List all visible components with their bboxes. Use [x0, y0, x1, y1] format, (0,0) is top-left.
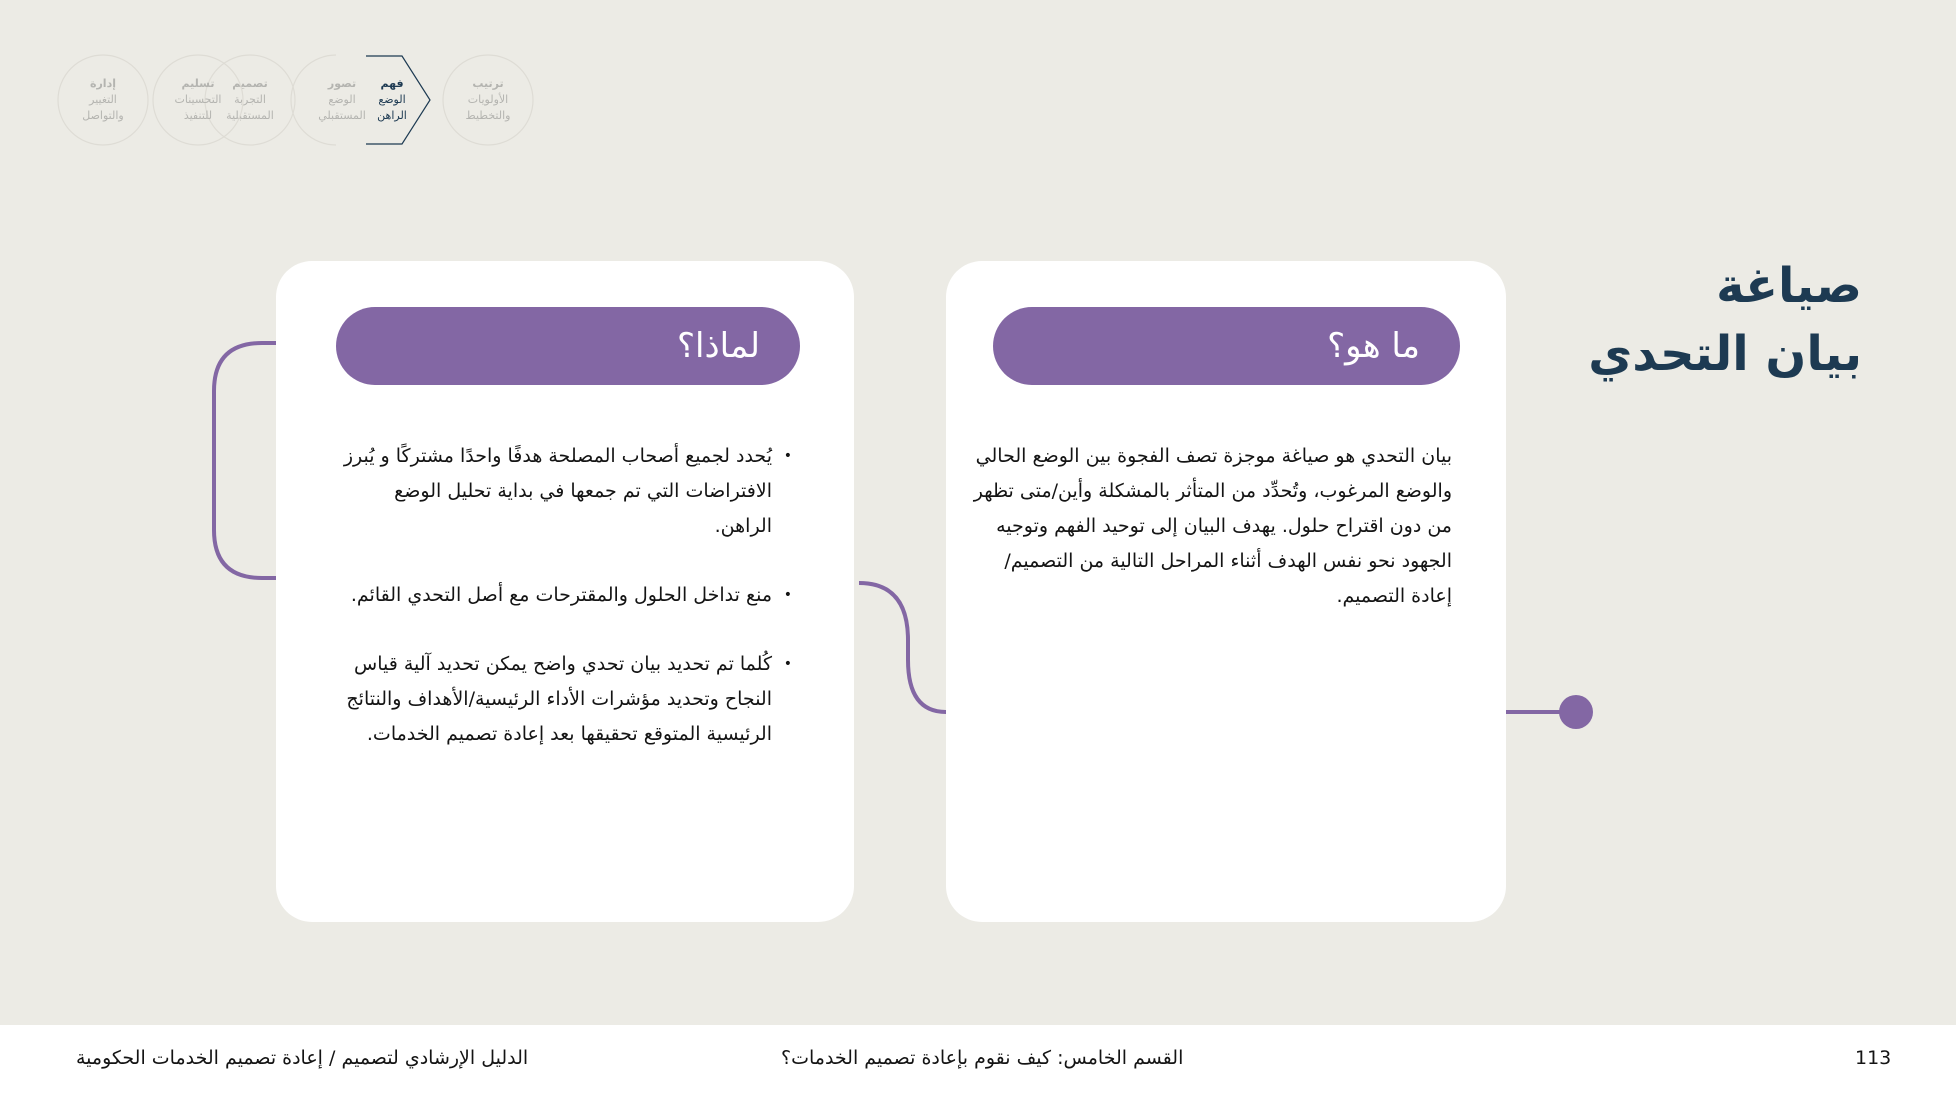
process-step-label: ترتيب الأولويات والتخطيط	[465, 77, 511, 122]
page-title	[1522, 252, 1862, 388]
footer	[0, 1025, 1956, 1100]
process-step-label: فهم الوضع الراهن	[377, 77, 407, 122]
card-what-heading-text: ما هو؟	[1327, 326, 1420, 366]
card-why	[276, 261, 854, 922]
process-step-envision-future[interactable]	[296, 54, 388, 146]
card-what-body: بيان التحدي هو صياغة موجزة تصف الفجوة بين الوضع الحالي والوضع المرغوب، وتُحدِّد من المتأثر بالمشكلة وأين/متى تظهر من دون اقتراح حلول. يهدف البيان إلى توحيد الفهم وتوجيه الجهود نحو نفس الهدف أثناء المراحل التالية من التصميم/إعادة التصميم.	[973, 445, 1452, 607]
card-what	[946, 261, 1506, 922]
process-step-label: تسليم التحسينات للتنفيذ	[174, 77, 222, 122]
page-title-line2: بيان التحدي	[1588, 326, 1862, 382]
card-why-body	[332, 439, 792, 786]
list-item: • كُلما تم تحديد بيان تحدي واضح يمكن تحديد آلية قياس النجاح وتحديد مؤشرات الأداء الرئيسية/الأهداف والنتائج الرئيسية المتوقع تحقيقها بعد إعادة تصميم الخدمات.	[332, 647, 792, 752]
process-step-change-management[interactable]	[57, 54, 149, 146]
page-number: 113	[1855, 1047, 1892, 1069]
bullet-icon: •	[783, 448, 792, 464]
process-step-deliver[interactable]	[152, 54, 244, 146]
bullet-icon: •	[783, 656, 792, 672]
process-step-label: تصميم التجربة المستقبلية	[226, 77, 274, 122]
process-step-label: تصور الوضع المستقبلي	[318, 77, 366, 122]
bullet-icon: •	[783, 587, 792, 603]
card-why-bullets	[332, 439, 792, 752]
footer-section-title: القسم الخامس: كيف نقوم بإعادة تصميم الخدمات؟	[781, 1047, 1184, 1069]
list-item: • يُحدد لجميع أصحاب المصلحة هدفًا واحدًا مشتركًا و يُبرز الافتراضات التي تم جمعها في بداية تحليل الوضع الراهن.	[332, 439, 792, 544]
connector-between-cards	[859, 583, 946, 712]
footer-guide-title: الدليل الإرشادي لتصميم / إعادة تصميم الخدمات الحكومية	[76, 1047, 529, 1069]
connector-end-dot	[1559, 695, 1593, 729]
process-step-prioritize[interactable]	[442, 54, 534, 146]
list-item: • منع تداخل الحلول والمقترحات مع أصل التحدي القائم.	[332, 578, 792, 613]
page-title-line1: صياغة	[1716, 258, 1862, 314]
process-step-label: إدارة التغيير والتواصل	[82, 77, 124, 122]
card-why-heading-text: لماذا؟	[676, 326, 760, 366]
card-why-heading	[336, 307, 800, 385]
card-what-heading	[993, 307, 1460, 385]
